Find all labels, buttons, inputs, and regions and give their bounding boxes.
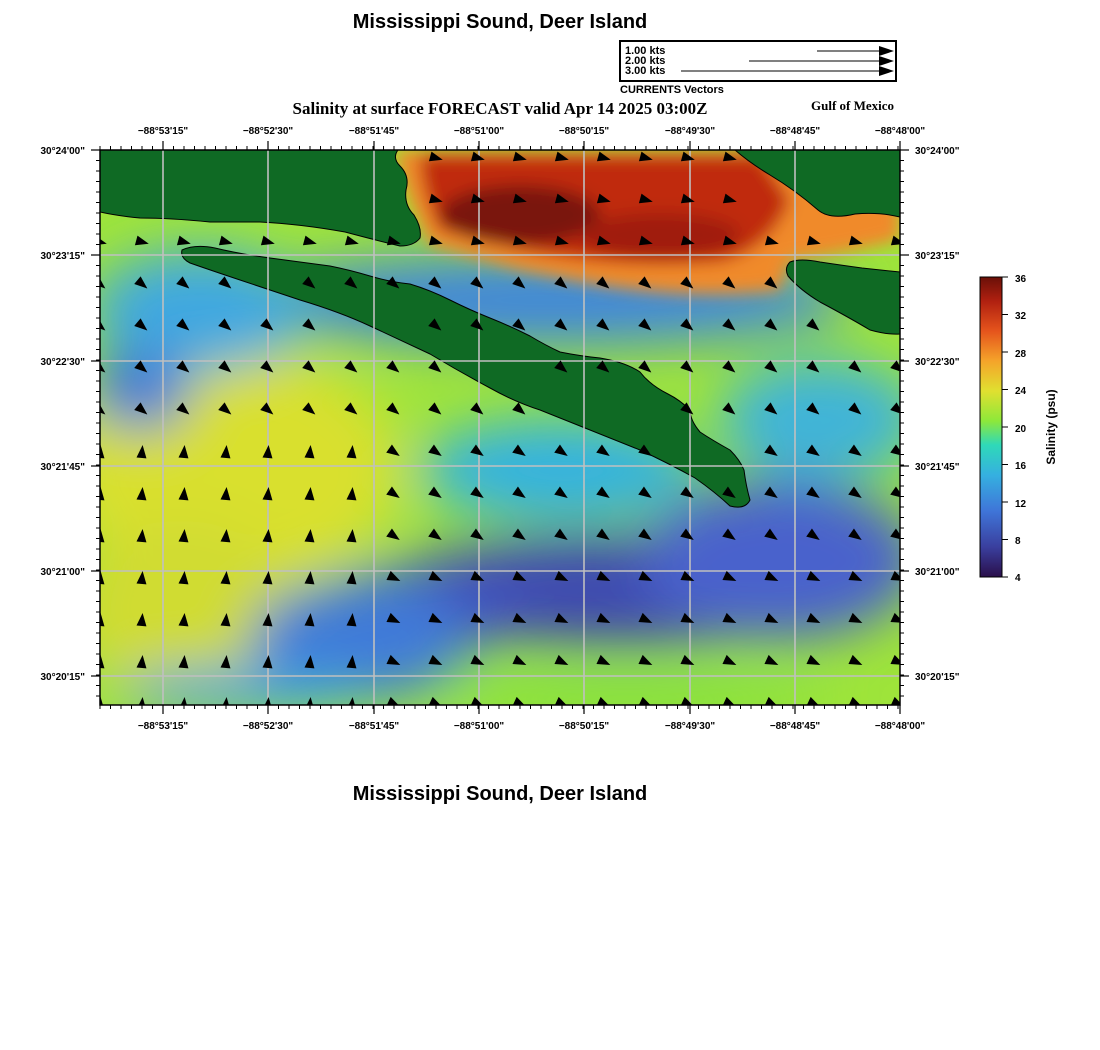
x-tick-bottom: −88°52'30"	[242, 721, 294, 732]
y-tick-right: 30°23'15"	[915, 251, 960, 262]
x-tick-bottom: −88°51'45"	[348, 721, 400, 732]
x-tick-top: −88°48'00"	[874, 126, 926, 137]
colorbar-tick: 20	[1015, 424, 1027, 435]
y-tick-left: 30°24'00"	[40, 146, 85, 157]
y-tick-right: 30°21'00"	[915, 567, 960, 578]
colorbar-tick: 8	[1015, 536, 1021, 547]
x-tick-bottom: −88°53'15"	[137, 721, 189, 732]
colorbar-tick: 28	[1015, 349, 1027, 360]
vector-legend-label-1: 1.00 kts	[625, 45, 666, 57]
y-tick-left: 30°21'45"	[40, 462, 85, 473]
y-tick-right: 30°21'45"	[915, 462, 960, 473]
y-tick-right: 30°22'30"	[915, 357, 960, 368]
vector-legend-caption: CURRENTS Vectors	[620, 84, 724, 96]
right-axis-labels	[915, 146, 960, 683]
y-tick-right: 30°20'15"	[915, 672, 960, 683]
region-label: Gulf of Mexico	[811, 98, 895, 113]
colorbar-tick: 12	[1015, 499, 1027, 510]
map-subtitle: Salinity at surface FORECAST valid Apr 14 2025 03:00Z	[292, 99, 708, 118]
colorbar-tick: 36	[1015, 274, 1027, 285]
map-title: Mississippi Sound, Deer Island	[352, 11, 648, 33]
x-tick-bottom: −88°49'30"	[664, 721, 716, 732]
salinity-field	[60, 150, 920, 718]
x-tick-bottom: −88°48'00"	[874, 721, 926, 732]
y-tick-right: 30°24'00"	[915, 146, 960, 157]
y-tick-left: 30°23'15"	[40, 251, 85, 262]
colorbar-tick: 24	[1015, 386, 1027, 397]
y-tick-left: 30°21'00"	[40, 567, 85, 578]
x-tick-bottom: −88°51'00"	[453, 721, 505, 732]
y-tick-left: 30°22'30"	[40, 357, 85, 368]
x-tick-top: −88°49'30"	[664, 126, 716, 137]
colorbar-label: Salinity (psu)	[1044, 389, 1058, 465]
vector-legend-label-2: 2.00 kts	[625, 55, 666, 67]
footer-title: Mississippi Sound, Deer Island	[352, 783, 648, 805]
bottom-axis-labels	[138, 721, 926, 732]
x-tick-top: −88°52'30"	[242, 126, 294, 137]
colorbar-ramp	[980, 277, 1002, 577]
x-tick-top: −88°48'45"	[769, 126, 821, 137]
top-axis-labels	[138, 126, 926, 137]
colorbar-tick: 32	[1015, 311, 1027, 322]
vector-legend-label-3: 3.00 kts	[625, 65, 666, 77]
colorbar	[980, 274, 1058, 584]
colorbar-tick: 4	[1015, 573, 1021, 584]
x-tick-top: −88°53'15"	[137, 126, 189, 137]
x-tick-bottom: −88°48'45"	[769, 721, 821, 732]
y-tick-left: 30°20'15"	[40, 672, 85, 683]
x-tick-top: −88°51'00"	[453, 126, 505, 137]
colorbar-tick: 16	[1015, 461, 1027, 472]
x-tick-bottom: −88°50'15"	[558, 721, 610, 732]
x-tick-top: −88°50'15"	[558, 126, 610, 137]
x-tick-top: −88°51'45"	[348, 126, 400, 137]
left-axis-labels	[41, 146, 86, 683]
